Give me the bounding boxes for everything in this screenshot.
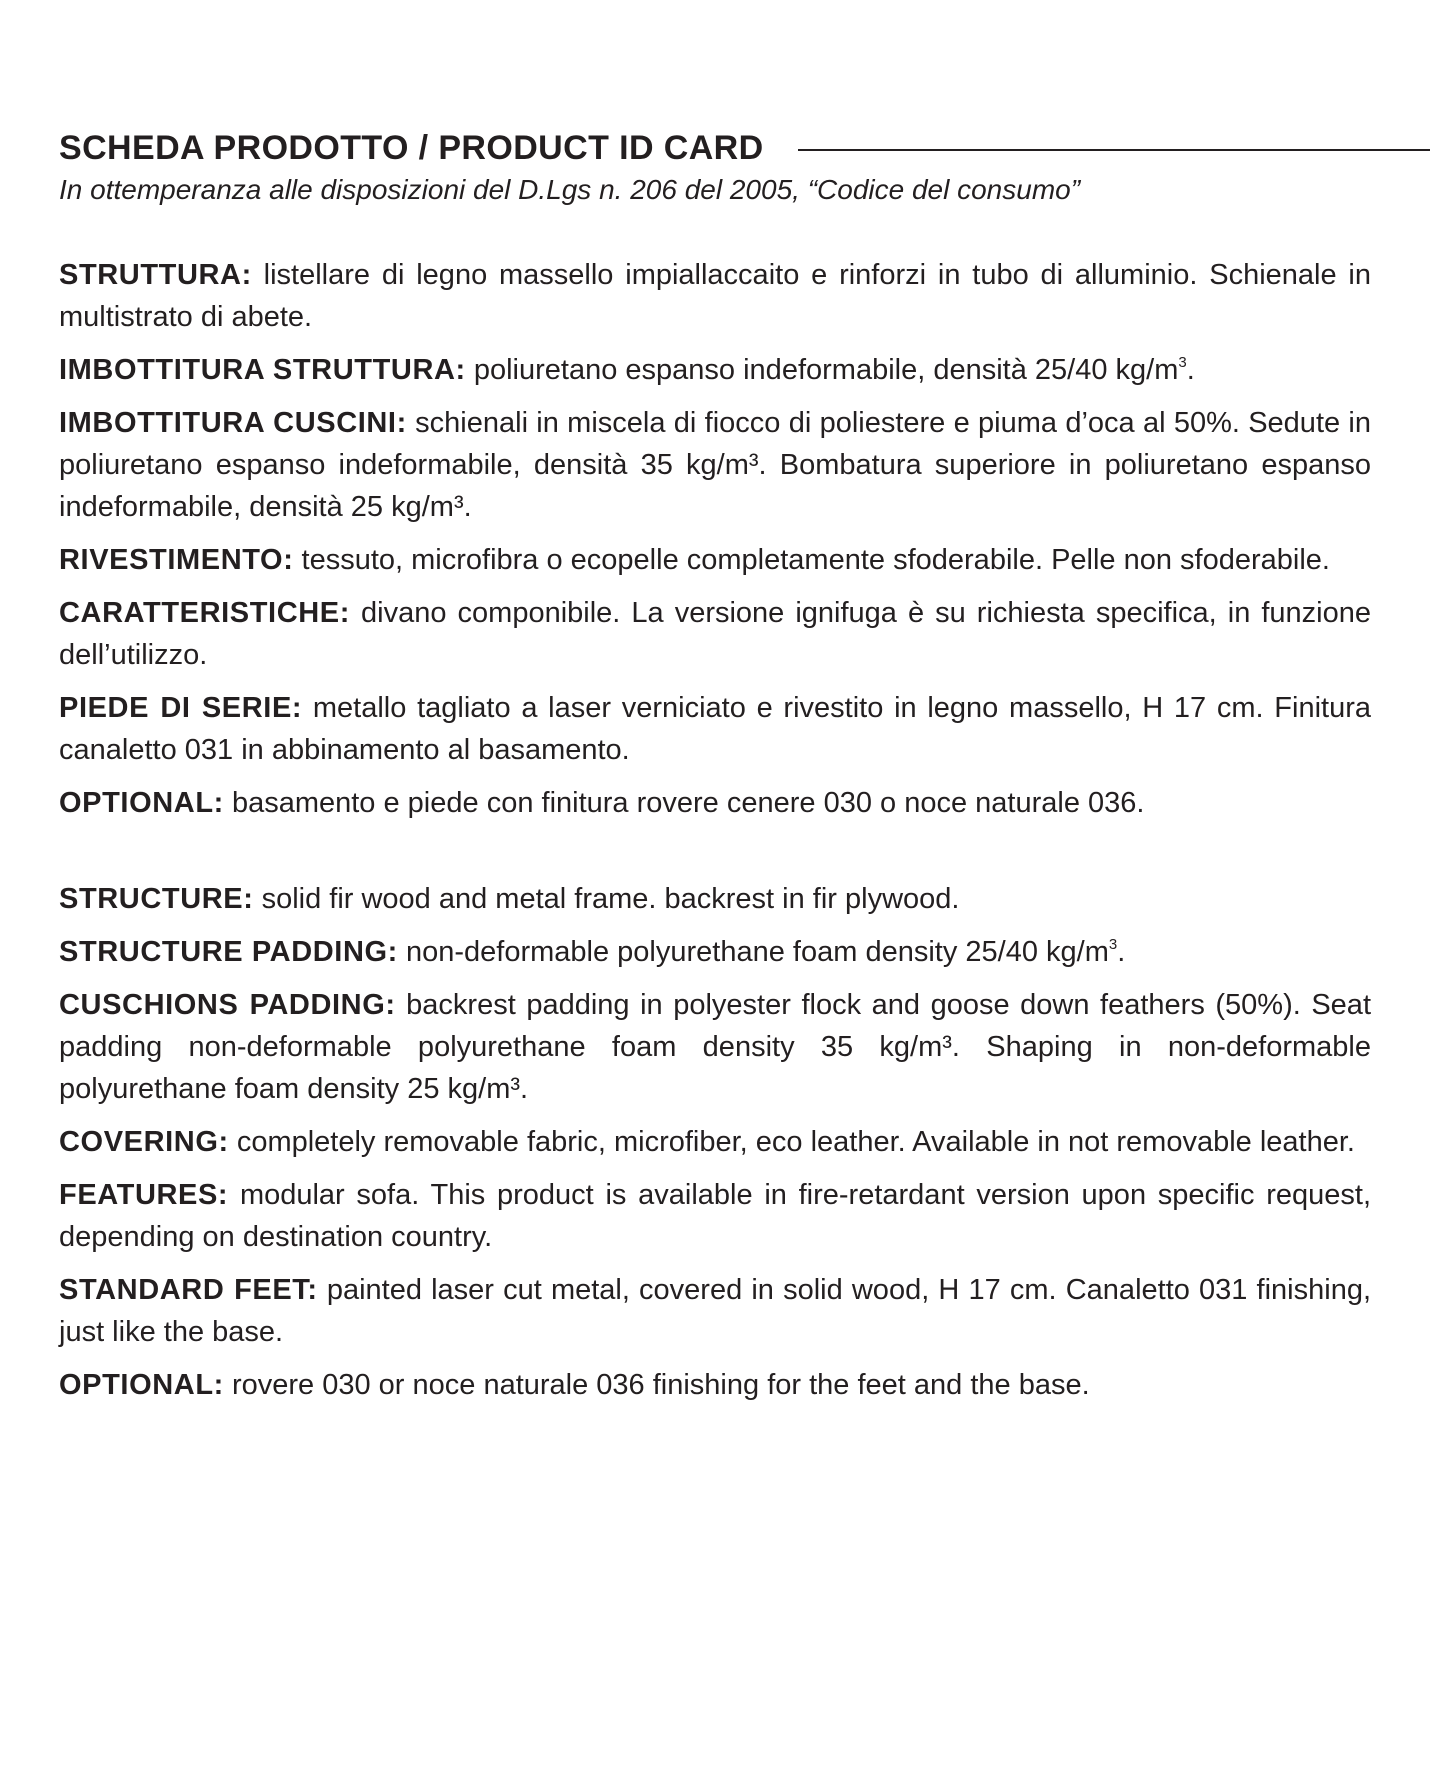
field-features [59, 1174, 1371, 1258]
field-label: IMBOTTITURA CUSCINI: [59, 407, 407, 439]
field-label: STRUCTURE: [59, 883, 254, 915]
field-text: divano componibile. La versione ignifuga è su richiesta specifica, in funzione dell’utilizzo. [59, 597, 1371, 671]
field-piede-di-serie [59, 687, 1371, 771]
product-id-card [59, 128, 1371, 1417]
field-structure-padding [59, 931, 1371, 973]
page-title: SCHEDA PRODOTTO / PRODUCT ID CARD [59, 129, 764, 167]
field-text: schienali in miscela di fiocco di poliestere e piuma d’oca al 50%. Sedute in poliuretano espanso indeformabile, densità 35 kg/m³. Bombatura superiore in poliuretano espanso indeformabile, densità 25 kg/m³. [59, 407, 1371, 523]
field-covering [59, 1121, 1371, 1163]
italian-section [59, 254, 1371, 824]
field-text: modular sofa. This product is available in fire-retardant version upon specific request, depending on destination country. [59, 1179, 1371, 1253]
page-subtitle: In ottemperanza alle disposizioni del D.Lgs n. 206 del 2005, “Codice del consumo” [59, 174, 1081, 205]
field-cushions-padding [59, 984, 1371, 1110]
field-text: basamento e piede con finitura rovere cenere 030 o noce naturale 036. [231, 787, 1145, 819]
field-label: COVERING: [59, 1126, 229, 1158]
field-text: rovere 030 or noce naturale 036 finishing for the feet and the base. [231, 1369, 1090, 1401]
field-text: poliuretano espanso indeformabile, densità 25/40 kg/m [473, 354, 1179, 386]
field-label: CARATTERISTICHE: [59, 597, 350, 629]
field-text: listellare di legno massello impiallaccaito e rinforzi in tubo di alluminio. Schienale in multistrato di abete. [59, 259, 1371, 333]
field-text: solid fir wood and metal frame. backrest in fir plywood. [261, 883, 960, 915]
field-end: . [1117, 936, 1126, 968]
field-label: STANDARD FEET: [59, 1274, 318, 1306]
field-end: . [1186, 354, 1195, 386]
field-label: CUSCHIONS PADDING: [59, 989, 396, 1021]
field-label: OPTIONAL: [59, 1369, 224, 1401]
english-section [59, 878, 1371, 1406]
field-label: OPTIONAL: [59, 787, 224, 819]
field-label: IMBOTTITURA STRUTTURA: [59, 354, 466, 386]
superscript: 3 [1108, 936, 1118, 953]
field-rivestimento [59, 539, 1371, 581]
field-text: metallo tagliato a laser verniciato e rivestito in legno massello, H 17 cm. Finitura canaletto 031 in abbinamento al basamento. [59, 692, 1372, 766]
superscript: 3 [1178, 354, 1187, 371]
field-label: PIEDE DI SERIE: [59, 692, 303, 724]
field-label: FEATURES: [59, 1179, 229, 1211]
field-structure [59, 878, 1371, 920]
field-text: tessuto, microfibra o ecopelle completamente sfoderabile. Pelle non sfoderabile. [301, 544, 1330, 576]
field-text: backrest padding in polyester flock and goose down feathers (50%). Seat padding non-deformable polyurethane foam density 35 kg/m³. Shaping in non-deformable polyurethane foam density 25 kg/m³. [59, 989, 1371, 1105]
field-label: RIVESTIMENTO: [59, 544, 294, 576]
field-optional-en [59, 1364, 1371, 1406]
field-label: STRUTTURA: [59, 259, 252, 291]
field-label: STRUCTURE PADDING: [59, 936, 398, 968]
field-text: non-deformable polyurethane foam density 25/40 kg/m [405, 936, 1109, 968]
field-standard-feet [59, 1269, 1371, 1353]
field-caratteristiche [59, 592, 1371, 676]
field-imbottitura-struttura [59, 349, 1371, 391]
header-rule [798, 149, 1430, 151]
header [59, 128, 1430, 168]
field-text: painted laser cut metal, covered in solid wood, H 17 cm. Canaletto 031 finishing, just like the base. [59, 1274, 1372, 1348]
field-optional-it [59, 782, 1371, 824]
field-imbottitura-cuscini [59, 402, 1371, 528]
field-text: completely removable fabric, microfiber, eco leather. Available in not removable leather. [236, 1126, 1355, 1158]
field-struttura [59, 254, 1371, 338]
